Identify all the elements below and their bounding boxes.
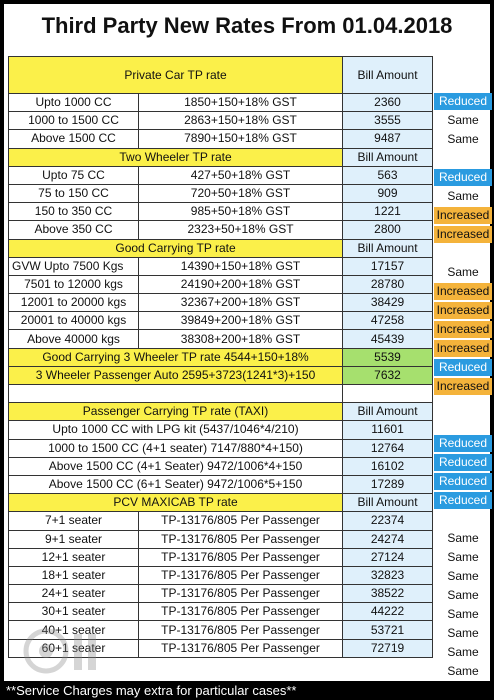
table-row — [9, 166, 433, 184]
table-row — [9, 330, 433, 348]
page-title: Third Party New Rates From 01.04.2018 — [41, 13, 453, 38]
row-amount: 24274 — [343, 530, 433, 548]
row-label: Above 1500 CC (6+1 Seater) 9472/1006*5+150 — [9, 475, 343, 493]
row-rate: 2323+50+18% GST — [139, 221, 343, 239]
row-label: 30+1 seater — [9, 603, 139, 621]
row-label: GVW Upto 7500 Kgs — [9, 257, 139, 275]
status-badge: Same — [447, 550, 479, 564]
status-badge: Same — [447, 113, 479, 127]
table-row — [9, 221, 433, 239]
row-amount: 47258 — [343, 312, 433, 330]
row-rate: 7890+150+18% GST — [139, 130, 343, 148]
row-label: 7501 to 12000 kgs — [9, 275, 139, 293]
row-amount: 909 — [343, 184, 433, 202]
table-row — [9, 530, 433, 548]
row-amount: 5539 — [343, 348, 433, 366]
status-badge: Reduced — [434, 359, 492, 376]
row-rate: TP-13176/805 Per Passenger — [139, 566, 343, 584]
section-header-maxicab — [9, 494, 433, 512]
footer-note: **Service Charges may extra for particular cases** — [4, 681, 492, 700]
status-badge: Increased — [434, 283, 492, 300]
row-rate: 24190+200+18% GST — [139, 275, 343, 293]
row-rate: 1850+150+18% GST — [139, 94, 343, 112]
status-badge: Increased — [434, 207, 492, 224]
section-title: Two Wheeler TP rate — [9, 148, 343, 166]
status-badge: Same — [447, 531, 479, 545]
row-label: 7+1 seater — [9, 512, 139, 530]
bill-amount-header: Bill Amount — [343, 57, 433, 94]
row-amount: 3555 — [343, 112, 433, 130]
table-row — [9, 585, 433, 603]
row-rate: TP-13176/805 Per Passenger — [139, 639, 343, 657]
status-badge: Same — [447, 569, 479, 583]
table-row — [9, 439, 433, 457]
bill-amount-header: Bill Amount — [343, 148, 433, 166]
status-badge: Increased — [434, 378, 492, 395]
row-amount: 9487 — [343, 130, 433, 148]
row-rate: TP-13176/805 Per Passenger — [139, 603, 343, 621]
row-amount: 38522 — [343, 585, 433, 603]
row-amount: 44222 — [343, 603, 433, 621]
row-rate: TP-13176/805 Per Passenger — [139, 621, 343, 639]
table-row — [9, 203, 433, 221]
table-row — [9, 512, 433, 530]
section-title: Good Carrying TP rate — [9, 239, 343, 257]
table-row — [9, 130, 433, 148]
table-row — [9, 639, 433, 657]
status-badge: Same — [447, 132, 479, 146]
section-header-private-car — [9, 57, 433, 94]
table-row — [9, 184, 433, 202]
section-header-taxi — [9, 403, 433, 421]
row-amount: 27124 — [343, 548, 433, 566]
table-row — [9, 257, 433, 275]
section-title: Passenger Carrying TP rate (TAXI) — [9, 403, 343, 421]
row-label: Upto 1000 CC with LPG kit (5437/1046*4/210) — [9, 421, 343, 439]
row-amount: 2360 — [343, 94, 433, 112]
table-row — [9, 112, 433, 130]
row-amount: 12764 — [343, 439, 433, 457]
row-label: 3 Wheeler Passenger Auto 2595+3723(1241*3)+150 — [9, 366, 343, 384]
table-row — [9, 603, 433, 621]
table-row — [9, 548, 433, 566]
status-badge: Reduced — [434, 435, 492, 452]
row-amount: 22374 — [343, 512, 433, 530]
status-badge: Increased — [434, 302, 492, 319]
status-badge: Reduced — [434, 169, 492, 186]
row-label: 75 to 150 CC — [9, 184, 139, 202]
row-rate: 720+50+18% GST — [139, 184, 343, 202]
row-label: Good Carrying 3 Wheeler TP rate 4544+150+18% — [9, 348, 343, 366]
table-row — [9, 421, 433, 439]
row-amount: 28780 — [343, 275, 433, 293]
row-rate: 985+50+18% GST — [139, 203, 343, 221]
row-amount: 53721 — [343, 621, 433, 639]
table-row — [9, 275, 433, 293]
row-label: 150 to 350 CC — [9, 203, 139, 221]
row-label: 9+1 seater — [9, 530, 139, 548]
row-label: 12001 to 20000 kgs — [9, 294, 139, 312]
row-label: Upto 1000 CC — [9, 94, 139, 112]
row-label: Above 1500 CC — [9, 130, 139, 148]
row-label: 24+1 seater — [9, 585, 139, 603]
section-header-two-wheeler — [9, 148, 433, 166]
table-row — [9, 621, 433, 639]
section-title: PCV MAXICAB TP rate — [9, 494, 343, 512]
row-rate: 427+50+18% GST — [139, 166, 343, 184]
row-amount: 17289 — [343, 475, 433, 493]
row-amount: 45439 — [343, 330, 433, 348]
row-amount: 1221 — [343, 203, 433, 221]
row-label: Upto 75 CC — [9, 166, 139, 184]
row-amount: 16102 — [343, 457, 433, 475]
status-badge: Increased — [434, 226, 492, 243]
row-amount: 32823 — [343, 566, 433, 584]
status-badge: Same — [447, 626, 479, 640]
status-badge: Same — [447, 265, 479, 279]
status-badge: Same — [447, 607, 479, 621]
table-row — [9, 348, 433, 366]
table-row — [9, 566, 433, 584]
row-rate: TP-13176/805 Per Passenger — [139, 548, 343, 566]
row-label: 1000 to 1500 CC (4+1 seater) 7147/880*4+150) — [9, 439, 343, 457]
row-rate: 39849+200+18% GST — [139, 312, 343, 330]
section-title: Private Car TP rate — [9, 57, 343, 94]
row-amount: 2800 — [343, 221, 433, 239]
row-label: Above 40000 kgs — [9, 330, 139, 348]
row-amount: 72719 — [343, 639, 433, 657]
row-amount: 11601 — [343, 421, 433, 439]
bill-amount-header: Bill Amount — [343, 239, 433, 257]
row-label: Above 350 CC — [9, 221, 139, 239]
row-rate: 2863+150+18% GST — [139, 112, 343, 130]
status-badge: Increased — [434, 321, 492, 338]
status-badge: Same — [447, 189, 479, 203]
row-rate: TP-13176/805 Per Passenger — [139, 530, 343, 548]
table-row — [9, 312, 433, 330]
table-row — [9, 366, 433, 384]
row-amount: 17157 — [343, 257, 433, 275]
row-label: 1000 to 1500 CC — [9, 112, 139, 130]
status-badge: Reduced — [434, 93, 492, 110]
table-row — [9, 294, 433, 312]
row-label: 20001 to 40000 kgs — [9, 312, 139, 330]
row-label: 18+1 seater — [9, 566, 139, 584]
row-label: Above 1500 CC (4+1 Seater) 9472/1006*4+150 — [9, 457, 343, 475]
status-badge: Increased — [434, 340, 492, 357]
row-rate: 32367+200+18% GST — [139, 294, 343, 312]
status-badge: Same — [447, 588, 479, 602]
section-header-goods — [9, 239, 433, 257]
row-amount: 7632 — [343, 366, 433, 384]
row-label: 60+1 seater — [9, 639, 139, 657]
table-row — [9, 475, 433, 493]
rates-table — [8, 56, 433, 658]
row-rate: TP-13176/805 Per Passenger — [139, 585, 343, 603]
row-rate: TP-13176/805 Per Passenger — [139, 512, 343, 530]
row-label: 12+1 seater — [9, 548, 139, 566]
table-row — [9, 457, 433, 475]
status-badge: Reduced — [434, 492, 492, 509]
status-badge: Reduced — [434, 473, 492, 490]
status-badge: Same — [447, 645, 479, 659]
bill-amount-header: Bill Amount — [343, 403, 433, 421]
status-badge: Reduced — [434, 454, 492, 471]
table-row — [9, 94, 433, 112]
row-rate: 14390+150+18% GST — [139, 257, 343, 275]
row-amount: 38429 — [343, 294, 433, 312]
status-badge: Same — [447, 664, 479, 678]
bill-amount-header: Bill Amount — [343, 494, 433, 512]
rate-sheet — [4, 4, 490, 696]
row-label: 40+1 seater — [9, 621, 139, 639]
row-rate: 38308+200+18% GST — [139, 330, 343, 348]
row-amount: 563 — [343, 166, 433, 184]
spacer-row — [9, 385, 433, 403]
